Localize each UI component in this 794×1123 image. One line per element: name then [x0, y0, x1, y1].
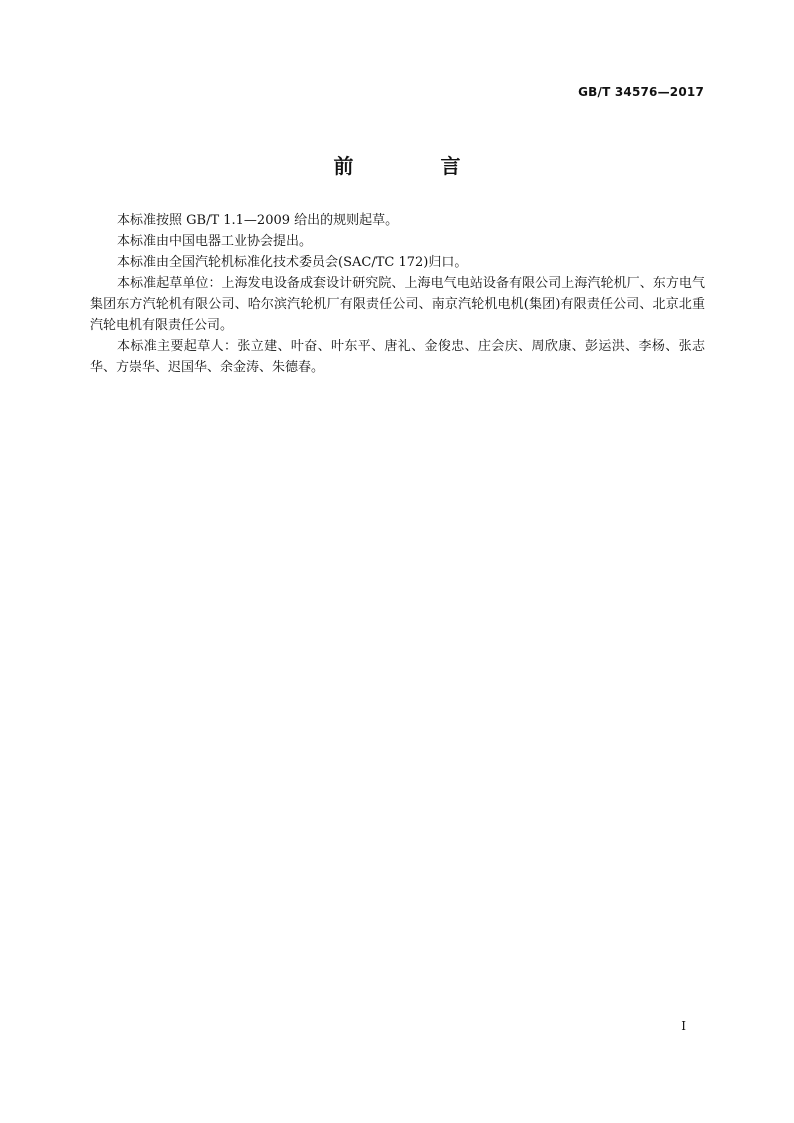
page-title: 前 言: [333, 154, 501, 178]
foreword-body: [90, 210, 705, 378]
paragraph-drafting-rules: 本标准按照 GB/T 1.1—2009 给出的规则起草。: [117, 213, 399, 228]
standard-number: GB/T 34576—2017: [578, 85, 704, 99]
paragraph-governing-committee: 本标准由全国汽轮机标准化技术委员会(SAC/TC 172)归口。: [117, 255, 468, 270]
page-number: I: [681, 1019, 686, 1033]
paragraph-main-drafters: 本标准主要起草人：张立建、叶奋、叶东平、唐礼、金俊忠、庄会庆、周欣康、彭运洪、李杨、张志华、方崇华、迟国华、余金涛、朱德春。: [90, 339, 705, 375]
paragraph-drafting-units: 本标准起草单位：上海发电设备成套设计研究院、上海电气电站设备有限公司上海汽轮机厂、东方电气集团东方汽轮机有限公司、哈尔滨汽轮机厂有限责任公司、南京汽轮机电机(集团)有限责任公司、北京北重汽轮电机有限责任公司。: [90, 276, 705, 333]
paragraph-proposer: 本标准由中国电器工业协会提出。: [117, 234, 313, 249]
